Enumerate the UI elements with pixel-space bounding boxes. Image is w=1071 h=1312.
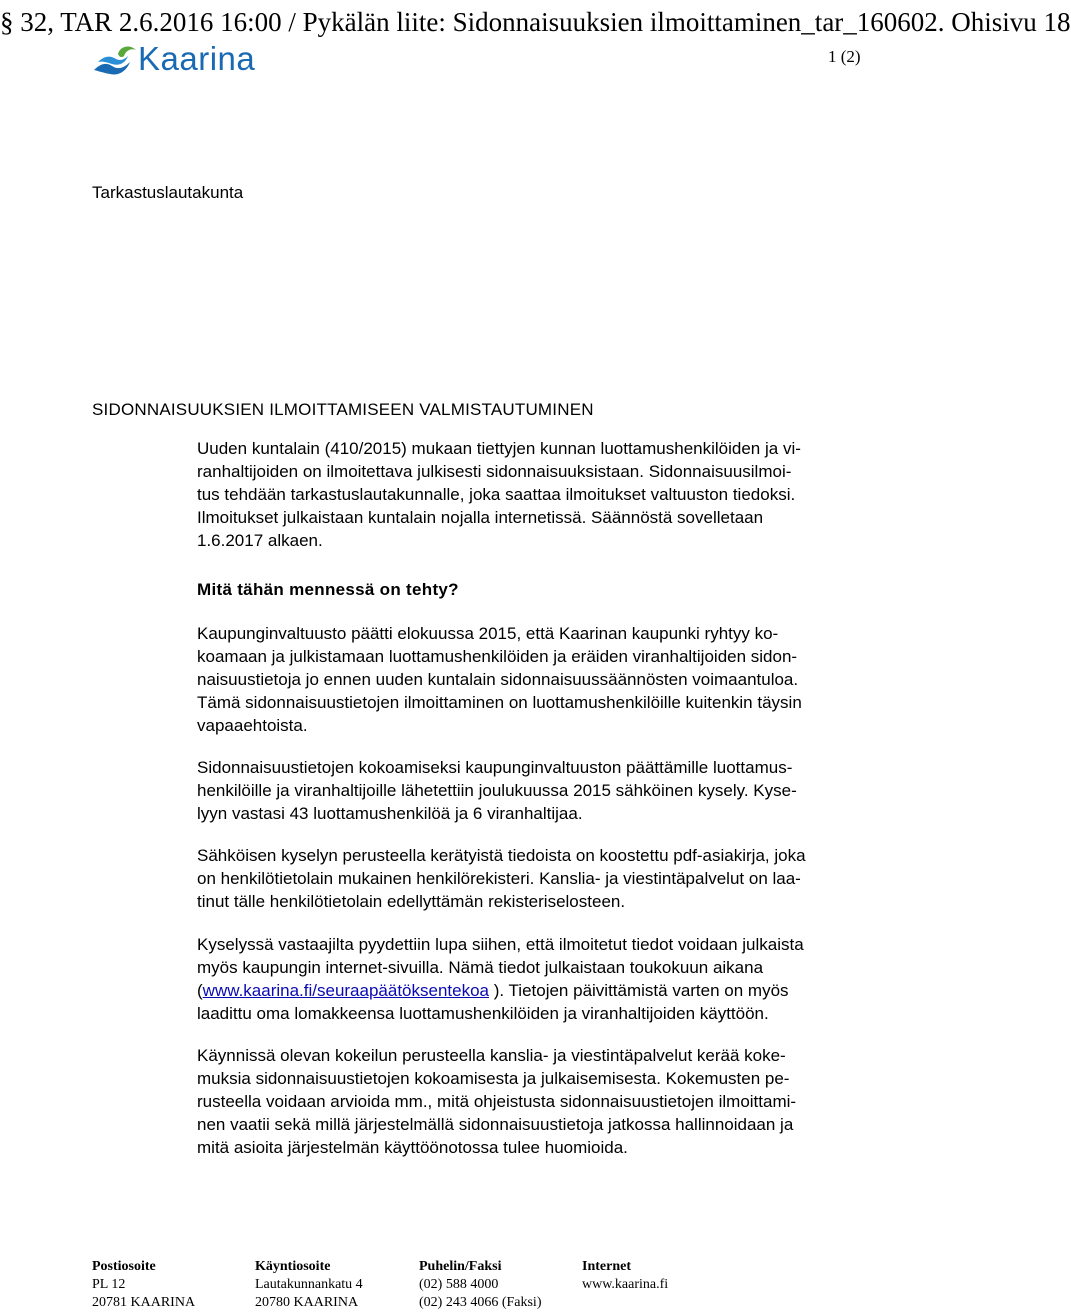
- footer-value: 20780 KAARINA: [255, 1295, 359, 1310]
- text-line: lyyn vastasi 43 luottamushenkilöä ja 6 viranhaltijaa.: [197, 804, 583, 823]
- section-subheading: Mitä tähän mennessä on tehty?: [197, 580, 459, 599]
- footer-postal-address: [92, 1258, 195, 1312]
- text-line: henkilöille ja viranhaltijoille lähetettiin joulukuussa 2015 sähköinen kysely. Kyse-: [197, 781, 797, 800]
- footer-value: (02) 243 4066 (Faksi): [419, 1295, 542, 1310]
- text-line: rusteella voidaan arvioida mm., mitä ohjeistusta sidonnaisuustietojen ilmoittami-: [197, 1092, 797, 1111]
- footer-heading: Internet: [582, 1259, 631, 1274]
- text-line: Tämä sidonnaisuustietojen ilmoittaminen on luottamushenkilöille kuitenkin täysin: [197, 693, 802, 712]
- page-number: 1 (2): [828, 47, 861, 66]
- footer-visiting-address: [255, 1258, 363, 1312]
- paragraph-pilot: [197, 1044, 897, 1159]
- paragraph-register: [197, 844, 897, 913]
- text-line: Sidonnaisuustietojen kokoamiseksi kaupunginvaltuuston päättämille luottamus-: [197, 758, 793, 777]
- footer-website: www.kaarina.fi: [582, 1277, 669, 1292]
- text-line: Sähköisen kyselyn perusteella kerätyistä tiedoista on koostettu pdf-asiakirja, joka: [197, 846, 806, 865]
- text-line: nen vaatii sekä millä järjestelmällä sidonnaisuustietoja jatkossa hallinnoidaan ja: [197, 1115, 794, 1134]
- footer-internet: [582, 1258, 668, 1294]
- text-line: on henkilötietolain mukainen henkilörekisteri. Kanslia- ja viestintäpalvelut on laa-: [197, 869, 801, 888]
- text-line: 1.6.2017 alkaen.: [197, 531, 323, 550]
- paragraph-publication: [197, 933, 897, 1025]
- kaarina-logo: [92, 40, 262, 80]
- intro-paragraph: [197, 437, 897, 552]
- text-line: mitä asioita järjestelmän käyttöönotossa tulee huomioida.: [197, 1138, 628, 1157]
- footer-value: (02) 588 4000: [419, 1277, 499, 1292]
- footer-phone-fax: [419, 1258, 542, 1312]
- footer-heading: Käyntiosoite: [255, 1259, 331, 1274]
- text-line: myös kaupungin internet-sivuilla. Nämä tiedot julkaistaan toukokuun aikana: [197, 958, 764, 977]
- text-line: tinut tälle henkilötietolain edellyttämän rekisteriselosteen.: [197, 892, 626, 911]
- text-line: Kyselyssä vastaajilta pyydettiin lupa siihen, että ilmoitetut tiedot voidaan julkaista: [197, 935, 804, 954]
- logo-text: Kaarina: [138, 40, 256, 77]
- text-line: Käynnissä olevan kokeilun perusteella kanslia- ja viestintäpalvelut kerää koke-: [197, 1046, 786, 1065]
- text-line: vapaaehtoista.: [197, 716, 308, 735]
- text-line: Kaupunginvaltuusto päätti elokuussa 2015, että Kaarinan kaupunki ryhtyy ko-: [197, 624, 779, 643]
- kaarina-decisions-link[interactable]: www.kaarina.fi/seuraapäätöksentekoa: [202, 981, 490, 1000]
- text-line: Ilmoitukset julkaistaan kuntalain nojalla internetissä. Säännöstä sovelletaan: [197, 508, 764, 527]
- text-line: tus tehdään tarkastuslautakunnalle, joka saattaa ilmoitukset valtuuston tiedoksi.: [197, 485, 796, 504]
- line-suffix: ). Tietojen päivittämistä varten on myös: [489, 981, 789, 1000]
- text-line: Uuden kuntalain (410/2015) mukaan tiettyjen kunnan luottamushenkilöiden ja vi-: [197, 439, 801, 458]
- header-reference: § 32, TAR 2.6.2016 16:00 / Pykälän liite: Sidonnaisuuksien ilmoittaminen_tar_160602. Ohisivu 18: [0, 7, 1071, 37]
- paragraph-decision: [197, 622, 897, 737]
- footer-heading: Puhelin/Faksi: [419, 1259, 502, 1274]
- footer-value: Lautakunnankatu 4: [255, 1277, 363, 1292]
- text-line: ranhaltijoiden on ilmoitettava julkisesti sidonnaisuuksistaan. Sidonnaisuusilmoi-: [197, 462, 792, 481]
- text-line: laadittu oma lomakkeensa luottamushenkilöiden ja viranhaltijoiden käyttöön.: [197, 1004, 769, 1023]
- paragraph-survey: [197, 756, 897, 825]
- committee-name: Tarkastuslautakunta: [92, 183, 244, 202]
- footer-heading: Postiosoite: [92, 1259, 156, 1274]
- document-title: SIDONNAISUUKSIEN ILMOITTAMISEEN VALMISTAUTUMINEN: [92, 400, 594, 419]
- page-header: [0, 2, 1071, 42]
- text-line: muksia sidonnaisuustietojen kokoamisesta ja julkaisemisesta. Kokemusten pe-: [197, 1069, 790, 1088]
- text-line: koamaan ja julkistamaan luottamushenkilöiden ja eräiden viranhaltijoiden sidon-: [197, 647, 798, 666]
- footer-value: 20781 KAARINA: [92, 1295, 196, 1310]
- text-line: naisuustietoja jo ennen uuden kuntalain sidonnaisuussäännösten voimaantuloa.: [197, 670, 799, 689]
- paren-open: (: [197, 981, 203, 1000]
- text-line: [197, 979, 897, 1002]
- footer-value: PL 12: [92, 1277, 126, 1292]
- kaarina-wave-logo-icon: [92, 44, 140, 80]
